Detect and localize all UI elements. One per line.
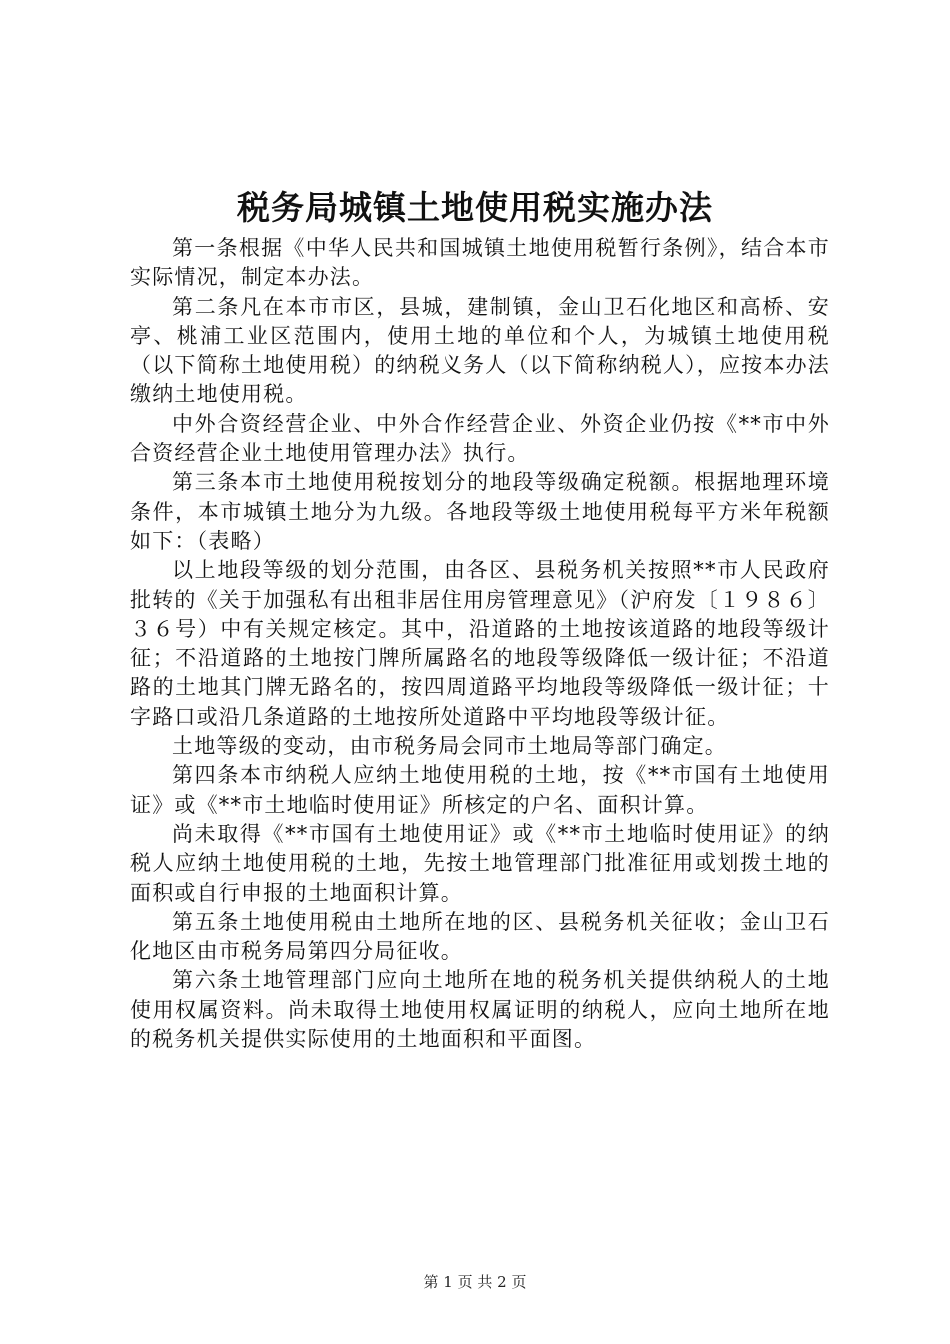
paragraph-article-2: 第二条凡在本市市区，县城，建制镇，金山卫石化地区和高桥、安亭、桃浦工业区范围内，使用土地的单位和个人，为城镇土地使用税（以下简称土地使用税）的纳税义务人（以下简称纳税人），应按本办法缴纳土地使用税。 xyxy=(130,294,830,407)
document-title: 税务局城镇土地使用税实施办法 xyxy=(237,188,713,227)
paragraph-article-1: 第一条根据《中华人民共和国城镇土地使用税暂行条例》，结合本市实际情况，制定本办法。 xyxy=(130,236,830,290)
paragraph-article-4: 第四条本市纳税人应纳土地使用税的土地，按《**市国有土地使用证》或《**市土地临时使用证》所核定的户名、面积计算。 xyxy=(130,763,830,817)
document-body xyxy=(130,234,830,1054)
paragraph-article-3: 第三条本市土地使用税按划分的地段等级确定税额。根据地理环境条件，本市城镇土地分为九级。各地段等级土地使用税每平方米年税额如下：（表略） xyxy=(130,470,830,553)
paragraph-grade-scope: 以上地段等级的划分范围，由各区、县税务机关按照**市人民政府批转的《关于加强私有出租非居住用房管理意见》（沪府发〔１９８６〕３６号）中有关规定核定。其中，沿道路的土地按该道路的地段等级计征；不沿道路的土地按门牌所属路名的地段等级降低一级计征；不沿道路的土地其门牌无路名的，按四周道路平均地段等级降低一级计征；十字路口或沿几条道路的土地按所处道路中平均地段等级计征。 xyxy=(130,558,830,729)
paragraph-joint-venture: 中外合资经营企业、中外合作经营企业、外资企业仍按《**市中外合资经营企业土地使用管理办法》执行。 xyxy=(130,411,830,466)
paragraph-article-5: 第五条土地使用税由土地所在地的区、县税务机关征收；金山卫石化地区由市税务局第四分局征收。 xyxy=(130,909,830,964)
paragraph-grade-change: 土地等级的变动，由市税务局会同市土地局等部门确定。 xyxy=(172,734,727,759)
page-number-footer: 第 1 页 共 2 页 xyxy=(423,1273,527,1291)
paragraph-article-6: 第六条土地管理部门应向土地所在地的税务机关提供纳税人的土地使用权属资料。尚未取得土地使用权属证明的纳税人，应向土地所在地的税务机关提供实际使用的土地面积和平面图。 xyxy=(130,968,830,1052)
paragraph-no-certificate: 尚未取得《**市国有土地使用证》或《**市土地临时使用证》的纳税人应纳土地使用税的土地，先按土地管理部门批准征用或划拨土地的面积或自行申报的土地面积计算。 xyxy=(130,821,830,905)
